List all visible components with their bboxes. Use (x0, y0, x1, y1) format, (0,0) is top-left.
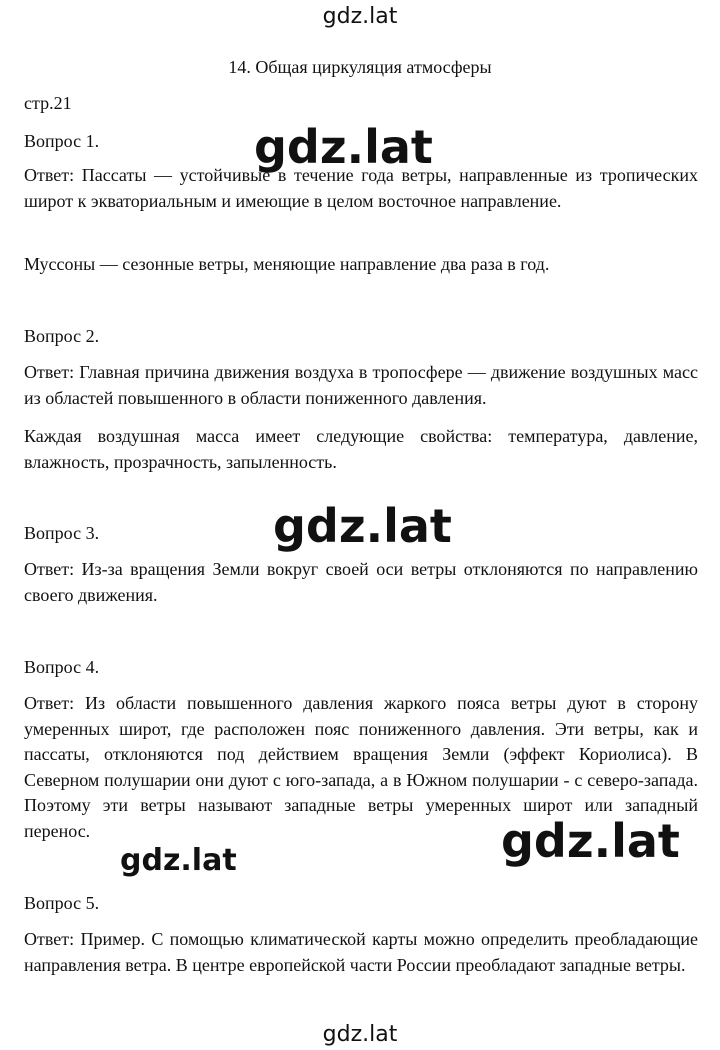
watermark-overlay-1: gdz.lat (254, 120, 433, 174)
watermark-overlay-4: gdz.lat (120, 843, 237, 878)
document-title: 14. Общая циркуляция атмосферы (228, 57, 492, 77)
page-reference: стр.21 (24, 93, 72, 113)
question-1-answer: Ответ: Пассаты — устойчивые в течение года ветры, направленные из тропических широт к экваториальным и имеющие в целом восточное направление. (24, 165, 698, 211)
question-1-label: Вопрос 1. (24, 131, 100, 151)
question-5-answer: Ответ: Пример. С помощью климатической карты можно определить преобладающие направления ветра. В центре европейской части России преобладают западные ветры. (24, 929, 698, 975)
question-2-answer: Ответ: Главная причина движения воздуха в тропосфере — движение воздушных масс из областей повышенного в области пониженного давления. (24, 362, 698, 408)
watermark-overlay-2: gdz.lat (273, 499, 452, 553)
question-2-answer-extra: Каждая воздушная масса имеет следующие свойства: температура, давление, влажность, прозрачность, запыленность. (24, 426, 698, 472)
watermark-bottom: gdz.lat (322, 1022, 398, 1047)
question-4-answer: Ответ: Из области повышенного давления жаркого пояса ветры дуют в сторону умеренных широт, где расположен пояс пониженного давления. Эти ветры, как и пассаты, отклоняются под действием вращения Земли (эффект Кориолиса). В Северном полушарии они дуют с юго-запада, а в Южном полушарии - с северо-запада. Поэтому эти ветры называют западные ветры умеренных широт или западный перенос. (24, 693, 698, 841)
question-3-answer: Ответ: Из-за вращения Земли вокруг своей оси ветры отклоняются по направлению своего движения. (24, 559, 698, 605)
watermark-overlay-3: gdz.lat (501, 814, 680, 868)
question-1-answer-extra: Муссоны — сезонные ветры, меняющие направление два раза в год. (24, 254, 550, 274)
question-2-label: Вопрос 2. (24, 326, 100, 346)
watermark-top: gdz.lat (322, 4, 398, 29)
question-5-label: Вопрос 5. (24, 893, 100, 913)
question-3-label: Вопрос 3. (24, 523, 100, 543)
question-4-label: Вопрос 4. (24, 657, 100, 677)
